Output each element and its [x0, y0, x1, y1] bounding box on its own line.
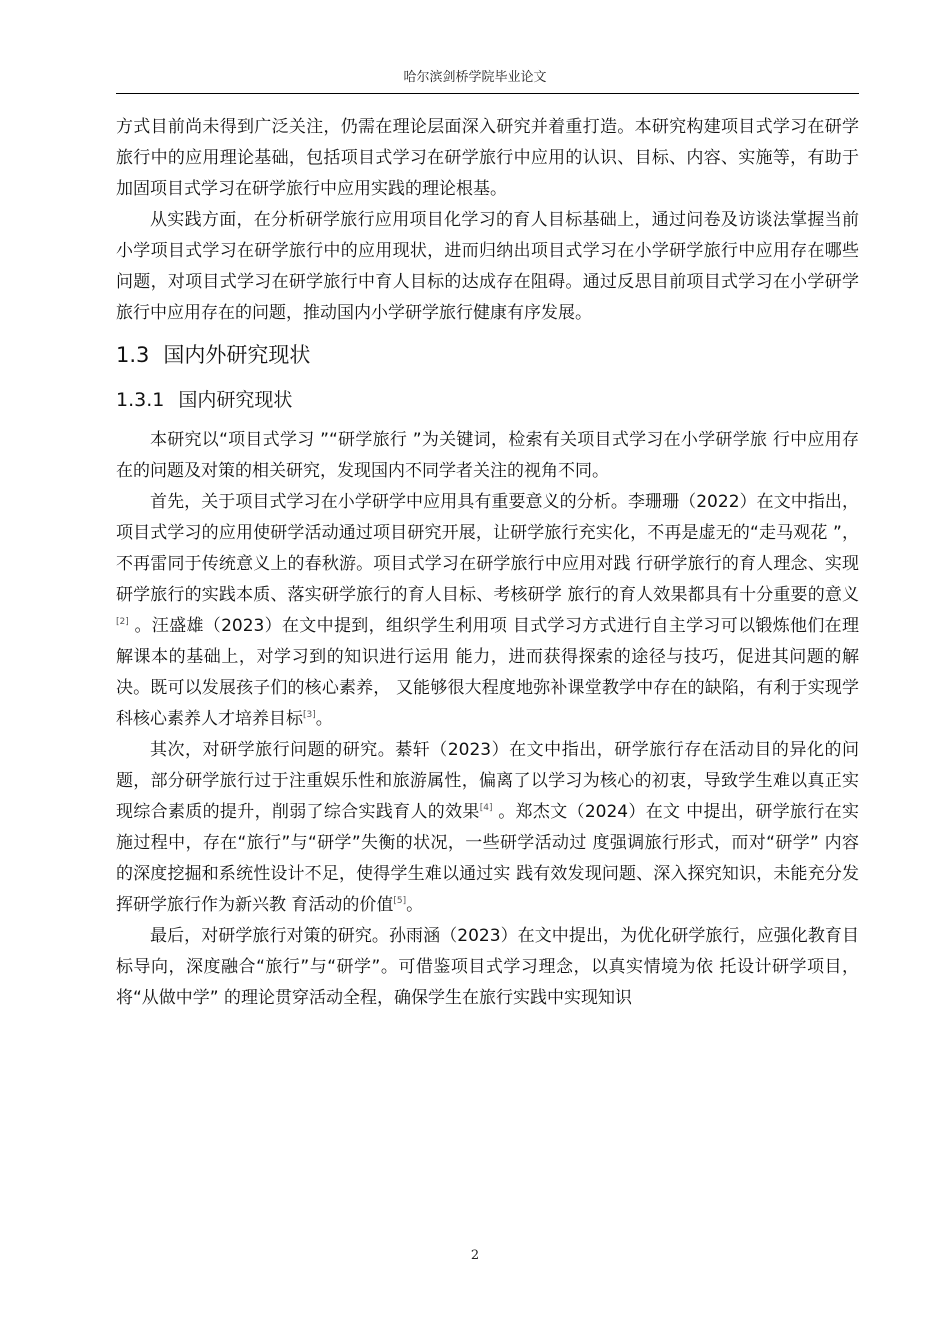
paragraph-problems — [116, 735, 859, 921]
body-text — [116, 112, 859, 1014]
section-title: 国内外研究现状 — [163, 343, 311, 367]
paragraph-countermeasures: 最后，对研学旅行对策的研究。孙雨涵（2023）在文中提出，为优化研学旅行，应强化教育目标导向，深度融合“旅行”与“研学”。可借鉴项目式学习理念，以真实情境为依 托设计研学项目，将“从做中学” 的理论贯穿活动全程，确保学生在旅行实践中实现知识 — [116, 926, 859, 1008]
text-run: 。 — [315, 709, 333, 729]
text-run: 。郑杰文（2024）在文 中提出，研学旅行在实施过程中，存在“旅行”与“研学”失衡的状况，一些研学活动过 度强调旅行形式，而对“研学” 内容的深度挖掘和系统性设计不足，使得学生难以通过实 践有效发现问题、深入探究知识，未能充分发挥研学旅行作为新兴教 育活动的价值 — [116, 802, 859, 915]
page-number: 2 — [470, 1248, 480, 1263]
text-run: 首先，关于项目式学习在小学研学中应用具有重要意义的分析。李珊珊（2022）在文中指出，项目式学习的应用使研学活动通过项目研究开展，让研学旅行充实化，不再是虚无的“走马观花 ”，不再雷同于传统意义上的春秋游。项目式学习在研学旅行中应用对践 行研学旅行的育人理念、实现研学旅行的实践本质、落实研学旅行的育人目标、考核研学 旅行的育人效果都具有十分重要的意义 — [116, 492, 859, 605]
paragraph-theory: 方式目前尚未得到广泛关注，仍需在理论层面深入研究并着重打造。本研究构建项目式学习在研学旅行中的应用理论基础，包括项目式学习在研学旅行中应用的认识、目标、内容、实施等，有助于加固项目式学习在研学旅行中应用实践的理论根基。 — [116, 117, 859, 199]
citation-ref: [3] — [303, 710, 316, 720]
subsection-heading-1-3-1 — [116, 377, 859, 423]
running-header: 哈尔滨剑桥学院毕业论文 — [403, 70, 547, 85]
paragraph-keywords: 本研究以“项目式学习 ”“研学旅行 ”为关键词，检索有关项目式学习在小学研学旅 行中应用存在的问题及对策的相关研究，发现国内不同学者关注的视角不同。 — [116, 430, 859, 481]
section-heading-1-3 — [116, 333, 859, 377]
text-run: 其次，对研学旅行问题的研究。綦轩（2023）在文中指出，研学旅行存在活动目的异化的问题，部分研学旅行过于注重娱乐性和旅游属性，偏离了以学习为核心的初衷，导致学生难以真正实现综合素质的提升，削弱了综合实践育人的效果 — [116, 740, 859, 822]
citation-ref: [5] — [393, 896, 407, 906]
text-run: 。 — [406, 895, 424, 915]
citation-ref: [4] — [479, 803, 493, 813]
paragraph-significance — [116, 487, 859, 735]
paragraph-practice: 从实践方面，在分析研学旅行应用项目化学习的育人目标基础上，通过问卷及访谈法掌握当前小学项目式学习在研学旅行中的应用现状，进而归纳出项目式学习在小学研学旅行中应用存在哪些问题，对项目式学习在研学旅行中育人目标的达成存在阻碍。通过反思目前项目式学习在小学研学旅行中应用存在的问题，推动国内小学研学旅行健康有序发展。 — [116, 210, 859, 323]
subsection-title: 国内研究现状 — [178, 389, 293, 411]
header-divider — [116, 93, 859, 94]
subsection-number: 1.3.1 — [116, 389, 165, 411]
citation-ref: [2] — [116, 617, 129, 627]
section-number: 1.3 — [116, 343, 150, 367]
text-run: 。汪盛雄（2023）在文中提到，组织学生利用项 目式学习方式进行自主学习可以锻炼他们在理解课本的基础上，对学习到的知识进行运用 能力，进而获得探索的途径与技巧，促进其问题的解决。既可以发展孩子们的核心素养， 又能够很大程度地弥补课堂教学中存在的缺陷，有利于实现学科核心素养人才培养目标 — [116, 616, 859, 729]
